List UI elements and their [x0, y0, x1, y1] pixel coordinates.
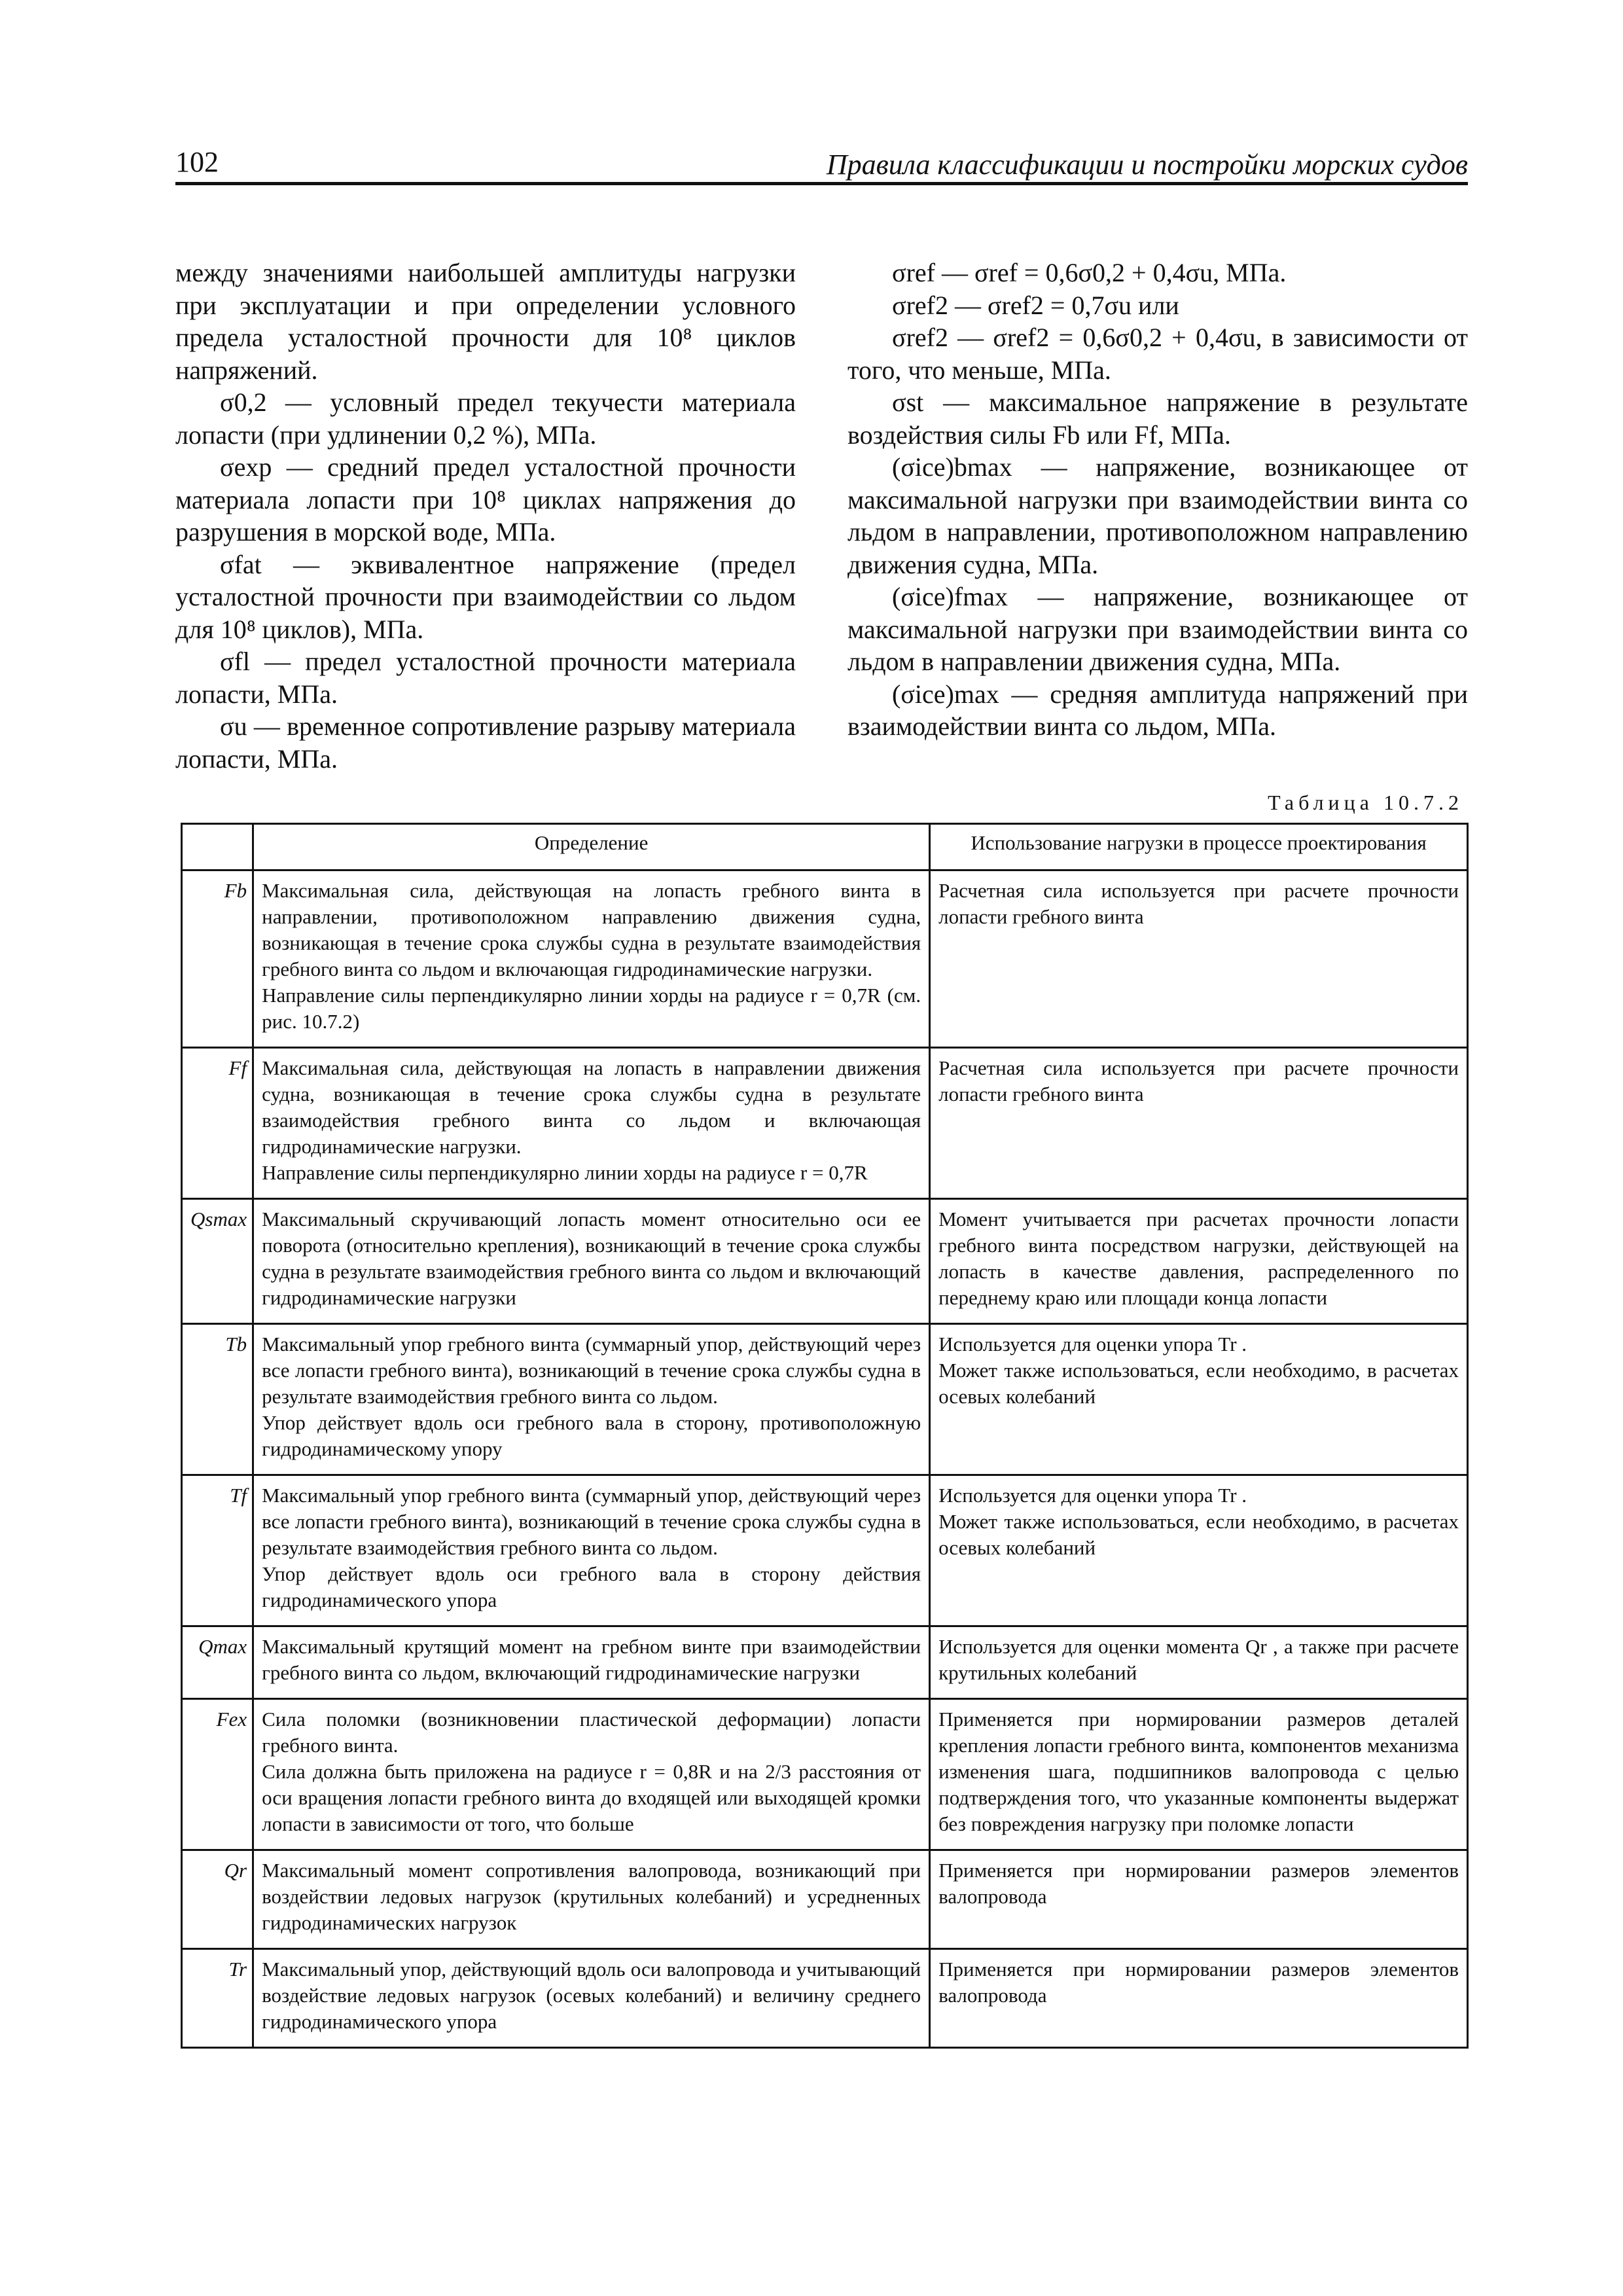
page-number: 102 [175, 146, 219, 178]
usage-cell: Используется для оценки упора Tr . Может также использоваться, если необходимо, в расчетах осевых колебаний [930, 1475, 1468, 1626]
usage-cell: Расчетная сила используется при расчете прочности лопасти гребного винта [930, 1048, 1468, 1199]
paragraph: (σice)max — средняя амплитуда напряжений при взаимодействии винта со льдом, МПа. [847, 679, 1468, 741]
symbol-cell: Fex [182, 1699, 253, 1850]
usage-cell: Используется для оценки упора Tr . Может также использоваться, если необходимо, в расчетах осевых колебаний [930, 1324, 1468, 1475]
symbol-cell: Ff [182, 1048, 253, 1199]
table-row [182, 1626, 1468, 1699]
paragraph: σref2 — σref2 = 0,7σu или [892, 290, 1179, 320]
symbol-cell: Fb [182, 870, 253, 1048]
page-header [175, 145, 1468, 185]
paragraph: σ0,2 — условный предел текучести материала лопасти (при удлинении 0,2 %), МПа. [175, 387, 796, 450]
paragraph: σref2 — σref2 = 0,6σ0,2 + 0,4σu, в зависимости от того, что меньше, МПа. [847, 323, 1468, 385]
definition-cell: Максимальный упор гребного винта (суммарный упор, действующий через все лопасти гребного винта), возникающий в течение срока службы судна в результате взаимодействия гребного винта со льдом. Упор действует вдоль оси гребного вала в сторону, противоположную гидродинамическому упору [253, 1324, 930, 1475]
definition-cell: Максимальная сила, действующая на лопасть в направлении движения судна, возникающая в течение срока службы судна в результате взаимодействия гребного винта со льдом и включающая гидродинамические нагрузки. Направление силы перпендикулярно линии хорды на радиусе r = 0,7R [253, 1048, 930, 1199]
paragraph: (σice)fmax — напряжение, возникающее от максимальной нагрузки при взаимодействии винта со льдом в направлении движения судна, МПа. [847, 582, 1468, 676]
loads-table [181, 823, 1469, 2049]
definition-cell: Максимальный скручивающий лопасть момент относительно оси ее поворота (относительно крепления), возникающий в течение срока службы судна в результате взаимодействия гребного винта со льдом и включающий гидродинамические нагрузки [253, 1199, 930, 1324]
header-cell-usage: Использование нагрузки в процессе проектирования [930, 824, 1468, 870]
paragraph: σst — максимальное напряжение в результате воздействия силы Fb или Ff, МПа. [847, 387, 1468, 450]
paragraph: (σice)bmax — напряжение, возникающее от максимальной нагрузки при взаимодействии винта со льдом в направлении, противоположном направлению движения судна, МПа. [847, 452, 1468, 579]
usage-cell: Расчетная сила используется при расчете прочности лопасти гребного винта [930, 870, 1468, 1048]
table-row [182, 1324, 1468, 1475]
symbol-cell: Tr [182, 1949, 253, 2048]
definition-cell: Максимальная сила, действующая на лопасть гребного винта в направлении, противоположном направлению движения судна, возникающая в течение срока службы судна в результате взаимодействия гребного винта со льдом и включающая гидродинамические нагрузки. Направление силы перпендикулярно линии хорды на радиусе r = 0,7R (см. рис. 10.7.2) [253, 870, 930, 1048]
right-column [847, 257, 1468, 743]
table-row [182, 1850, 1468, 1949]
table-row [182, 1048, 1468, 1199]
symbol-cell: Qsmax [182, 1199, 253, 1324]
usage-cell: Применяется при нормировании размеров деталей крепления лопасти гребного винта, компонентов механизма изменения шага, подшипников валопровода с целью подтверждения того, что указанные компоненты выдержат без повреждения нагрузку при поломке лопасти [930, 1699, 1468, 1850]
paragraph: σref — σref = 0,6σ0,2 + 0,4σu, МПа. [892, 258, 1287, 287]
header-cell-definition: Определение [253, 824, 930, 870]
table-caption: Таблица 10.7.2 [1268, 791, 1463, 814]
left-column [175, 257, 796, 775]
usage-cell: Используется для оценки момента Qr , а также при расчете крутильных колебаний [930, 1626, 1468, 1699]
symbol-cell: Qmax [182, 1626, 253, 1699]
definition-cell: Максимальный упор гребного винта (суммарный упор, действующий через все лопасти гребного винта), возникающий в течение срока службы судна в результате взаимодействия гребного винта со льдом. Упор действует вдоль оси гребного вала в сторону действия гидродинамического упора [253, 1475, 930, 1626]
symbol-cell: Tb [182, 1324, 253, 1475]
running-title: Правила классификации и постройки морских судов [826, 149, 1468, 181]
table-row [182, 870, 1468, 1048]
paragraph: σfl — предел усталостной прочности материала лопасти, МПа. [175, 647, 796, 709]
definition-cell: Максимальный крутящий момент на гребном винте при взаимодействии гребного винта со льдом, включающий гидродинамические нагрузки [253, 1626, 930, 1699]
table-row [182, 1699, 1468, 1850]
definition-cell: Сила поломки (возникновении пластической деформации) лопасти гребного винта. Сила должна быть приложена на радиусе r = 0,8R и на 2/3 расстояния от оси вращения лопасти гребного винта до входящей или выходящей кромки лопасти в зависимости от того, что больше [253, 1699, 930, 1850]
table-row [182, 1475, 1468, 1626]
paragraph: σexp — средний предел усталостной прочности материала лопасти при 10⁸ циклах напряжения до разрушения в морской воде, МПа. [175, 452, 796, 547]
usage-cell: Применяется при нормировании размеров элементов валопровода [930, 1949, 1468, 2048]
paragraph: σfat — эквивалентное напряжение (предел усталостной прочности при взаимодействии со льдом для 10⁸ циклов), МПа. [175, 549, 796, 644]
header-cell-symbol [182, 824, 253, 870]
definition-cell: Максимальный момент сопротивления валопровода, возникающий при воздействии ледовых нагрузок (крутильных колебаний) и усредненных гидродинамических нагрузок [253, 1850, 930, 1949]
symbol-cell: Tf [182, 1475, 253, 1626]
symbol-cell: Qr [182, 1850, 253, 1949]
table-row [182, 1199, 1468, 1324]
usage-cell: Применяется при нормировании размеров элементов валопровода [930, 1850, 1468, 1949]
usage-cell: Момент учитывается при расчетах прочности лопасти гребного винта посредством нагрузки, действующей на лопасть в качестве давления, распределенного по переднему краю или площади конца лопасти [930, 1199, 1468, 1324]
table-header-row [182, 824, 1468, 870]
definition-cell: Максимальный упор, действующий вдоль оси валопровода и учитывающий воздействие ледовых нагрузок (осевых колебаний) и величину среднего гидродинамического упора [253, 1949, 930, 2048]
table-row [182, 1949, 1468, 2048]
paragraph: между значениями наибольшей амплитуды нагрузки при эксплуатации и при определении условного предела усталостной прочности для 10⁸ циклов напряжений. [175, 258, 796, 385]
paragraph: σu — временное сопротивление разрыву материала лопасти, МПа. [175, 711, 796, 774]
